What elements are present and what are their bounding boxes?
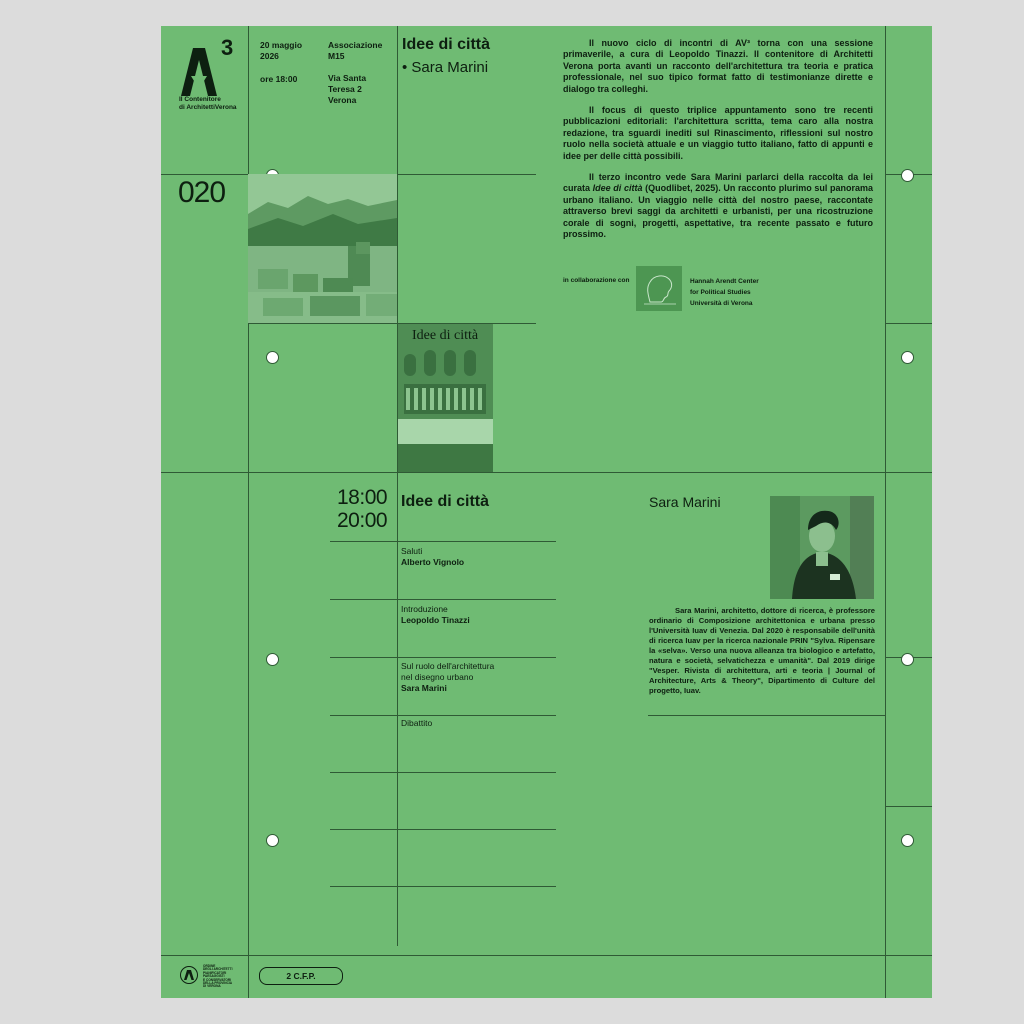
intro-text [563,38,873,251]
logo-a-mark [179,42,225,98]
program-row-line [330,886,556,887]
cfp-label: 2 C.F.P. [286,971,316,981]
order-name-line: DEGLI ARCHITETTI [203,967,233,972]
grid-line [161,955,932,956]
grid-line [885,806,932,807]
tagline-line: di ArchitettiVerona [179,104,237,111]
order-name [203,965,232,989]
event-speaker: • Sara Marini [402,59,489,76]
p3-book-title: Idee di città [592,183,643,194]
book-cover-title: Idee di città [412,328,479,343]
binder-hole [266,653,279,666]
grid-line [397,26,398,946]
collab-label: in collaborazione con [563,277,630,284]
event-date [260,40,302,62]
venue-line: Teresa 2 [328,84,362,94]
program-row-line [330,715,556,716]
poster [161,26,932,998]
grid-line [885,323,932,324]
venue-line: M15 [328,51,345,61]
profile-icon [636,266,682,311]
grid-line [161,472,932,473]
city-landscape-image [248,174,397,323]
bio-name: Sara Marini [649,494,721,510]
logo-tagline [179,96,237,112]
order-name-line: PIANIFICATORI [203,970,227,975]
program-time-start: 18:00 [337,486,388,509]
collab-org-line: Università di Verona [690,300,753,307]
program-row-line [330,772,556,773]
venue-spacer [328,62,382,73]
program-item [401,546,464,568]
order-logo [179,965,249,987]
program-row-line [330,599,556,600]
av3-logo [179,36,239,96]
book-cover-image [398,324,493,472]
grid-line [248,26,249,998]
program-row-line [330,829,556,830]
order-name-line: E CONSERVATORI [203,977,232,982]
bio-text: Sara Marini, architetto, dottore di ricerca, è professore ordinario di Composizione architettonica e urbana presso l'Università Iuav di Venezia. Dal 2020 è responsabile dell'unità di ricerca Iuav per la ricerca nazionale PRIN "Sylva. Ripensare la «selva». Verso una nuova alleanza tra biologico e artefatto, natura e società, selvatichezza e umanità". Dal 2019 dirige "Vesper. Rivista di architettura, arti e teoria | Journal of Architecture, Arts & Theory", Dipartimento di Culture del progetto, Iuav. [649,606,875,695]
p3-text: Il terzo incontro vede Sara Marini parlarci della raccolta da lei curata [563,172,873,194]
speaker-photo [770,496,874,599]
order-name-line: DELLA PROVINCIA [203,981,233,986]
intro-paragraph-1: Il nuovo ciclo di incontri di AV³ torna con una sessione primaverile, a cura di Leopoldo Tinazzi. Il contenitore di Architetti Verona porta avanti un racconto dell'architettura tra teoria e pratica professionale, nel suo tipico format fatto di testimonianze dirette e dialogo tra colleghi. [563,38,873,94]
p3-text: (Quodlibet, 2025). Un racconto plurimo sul panorama urbano italiano. Un viaggio nelle città del nostro paese, raccontate attraverso brevi saggi da architetti e urbanisti, per una ricostruzione corale di sogni, progetti, aspettative, tra recente passato e futuro prossimo. [563,183,873,240]
binder-hole [901,169,914,182]
city-photo [248,174,397,323]
event-time: ore 18:00 [260,74,298,84]
program-item-name: Alberto Vignolo [401,557,465,567]
program-item [401,718,432,729]
cfp-badge [259,967,343,985]
binder-hole [266,834,279,847]
binder-hole [901,653,914,666]
program-item-label: Dibattito [401,718,433,728]
grid-line [885,26,886,998]
collab-org [690,276,759,309]
logo-superscript: 3 [221,35,234,60]
book-cover [398,324,493,472]
binder-hole [266,351,279,364]
program-item-name: Sara Marini [401,683,447,693]
event-number: 020 [178,176,226,209]
program-item-name: Leopoldo Tinazzi [401,615,470,625]
program-item [401,661,494,694]
program-row-line [330,657,556,658]
program-item [401,604,470,626]
date-line: 2026 [260,51,279,61]
venue-line: Verona [328,95,357,105]
program-row-line [330,541,556,542]
venue-line: Associazione [328,40,383,50]
program-item-label: Saluti [401,546,423,556]
binder-hole [901,834,914,847]
bio-text-block [649,606,875,696]
date-line: 20 maggio [260,40,303,50]
speaker-portrait-image [770,496,874,599]
program-title: Idee di città [401,493,490,510]
tagline-line: Il Contenitore [179,96,221,103]
order-a-icon [179,965,199,985]
collab-logo [636,266,682,311]
intro-paragraph-3 [563,172,873,240]
event-title: Idee di città [402,36,491,53]
intro-paragraph-2: Il focus di questo triplice appuntamento sono tre recenti pubblicazioni editoriali: l'architettura scritta, tema caro alla nostra redazione, tra sguardi inediti sul Rinascimento, riflessioni sul nostro ruolo nella società attuale e un viaggio tutto italiano, fatto di appunti e idee per delle città possibili. [563,105,873,161]
program-time-end: 20:00 [337,509,388,532]
order-name-line: PAESAGGISTI [203,974,225,979]
program-item-label: Sul ruolo dell'architettura nel disegno urbano [401,661,495,682]
venue-line: Via Santa [328,73,367,83]
event-venue [328,40,382,106]
collab-org-line: Hannah Arendt Center [690,278,759,285]
order-name-line: ORDINE [203,964,216,968]
grid-line [648,715,885,716]
order-name-line: DI VERONA [203,984,221,989]
binder-hole [901,351,914,364]
collab-org-line: for Political Studies [690,289,751,296]
program-item-label: Introduzione [401,604,448,614]
